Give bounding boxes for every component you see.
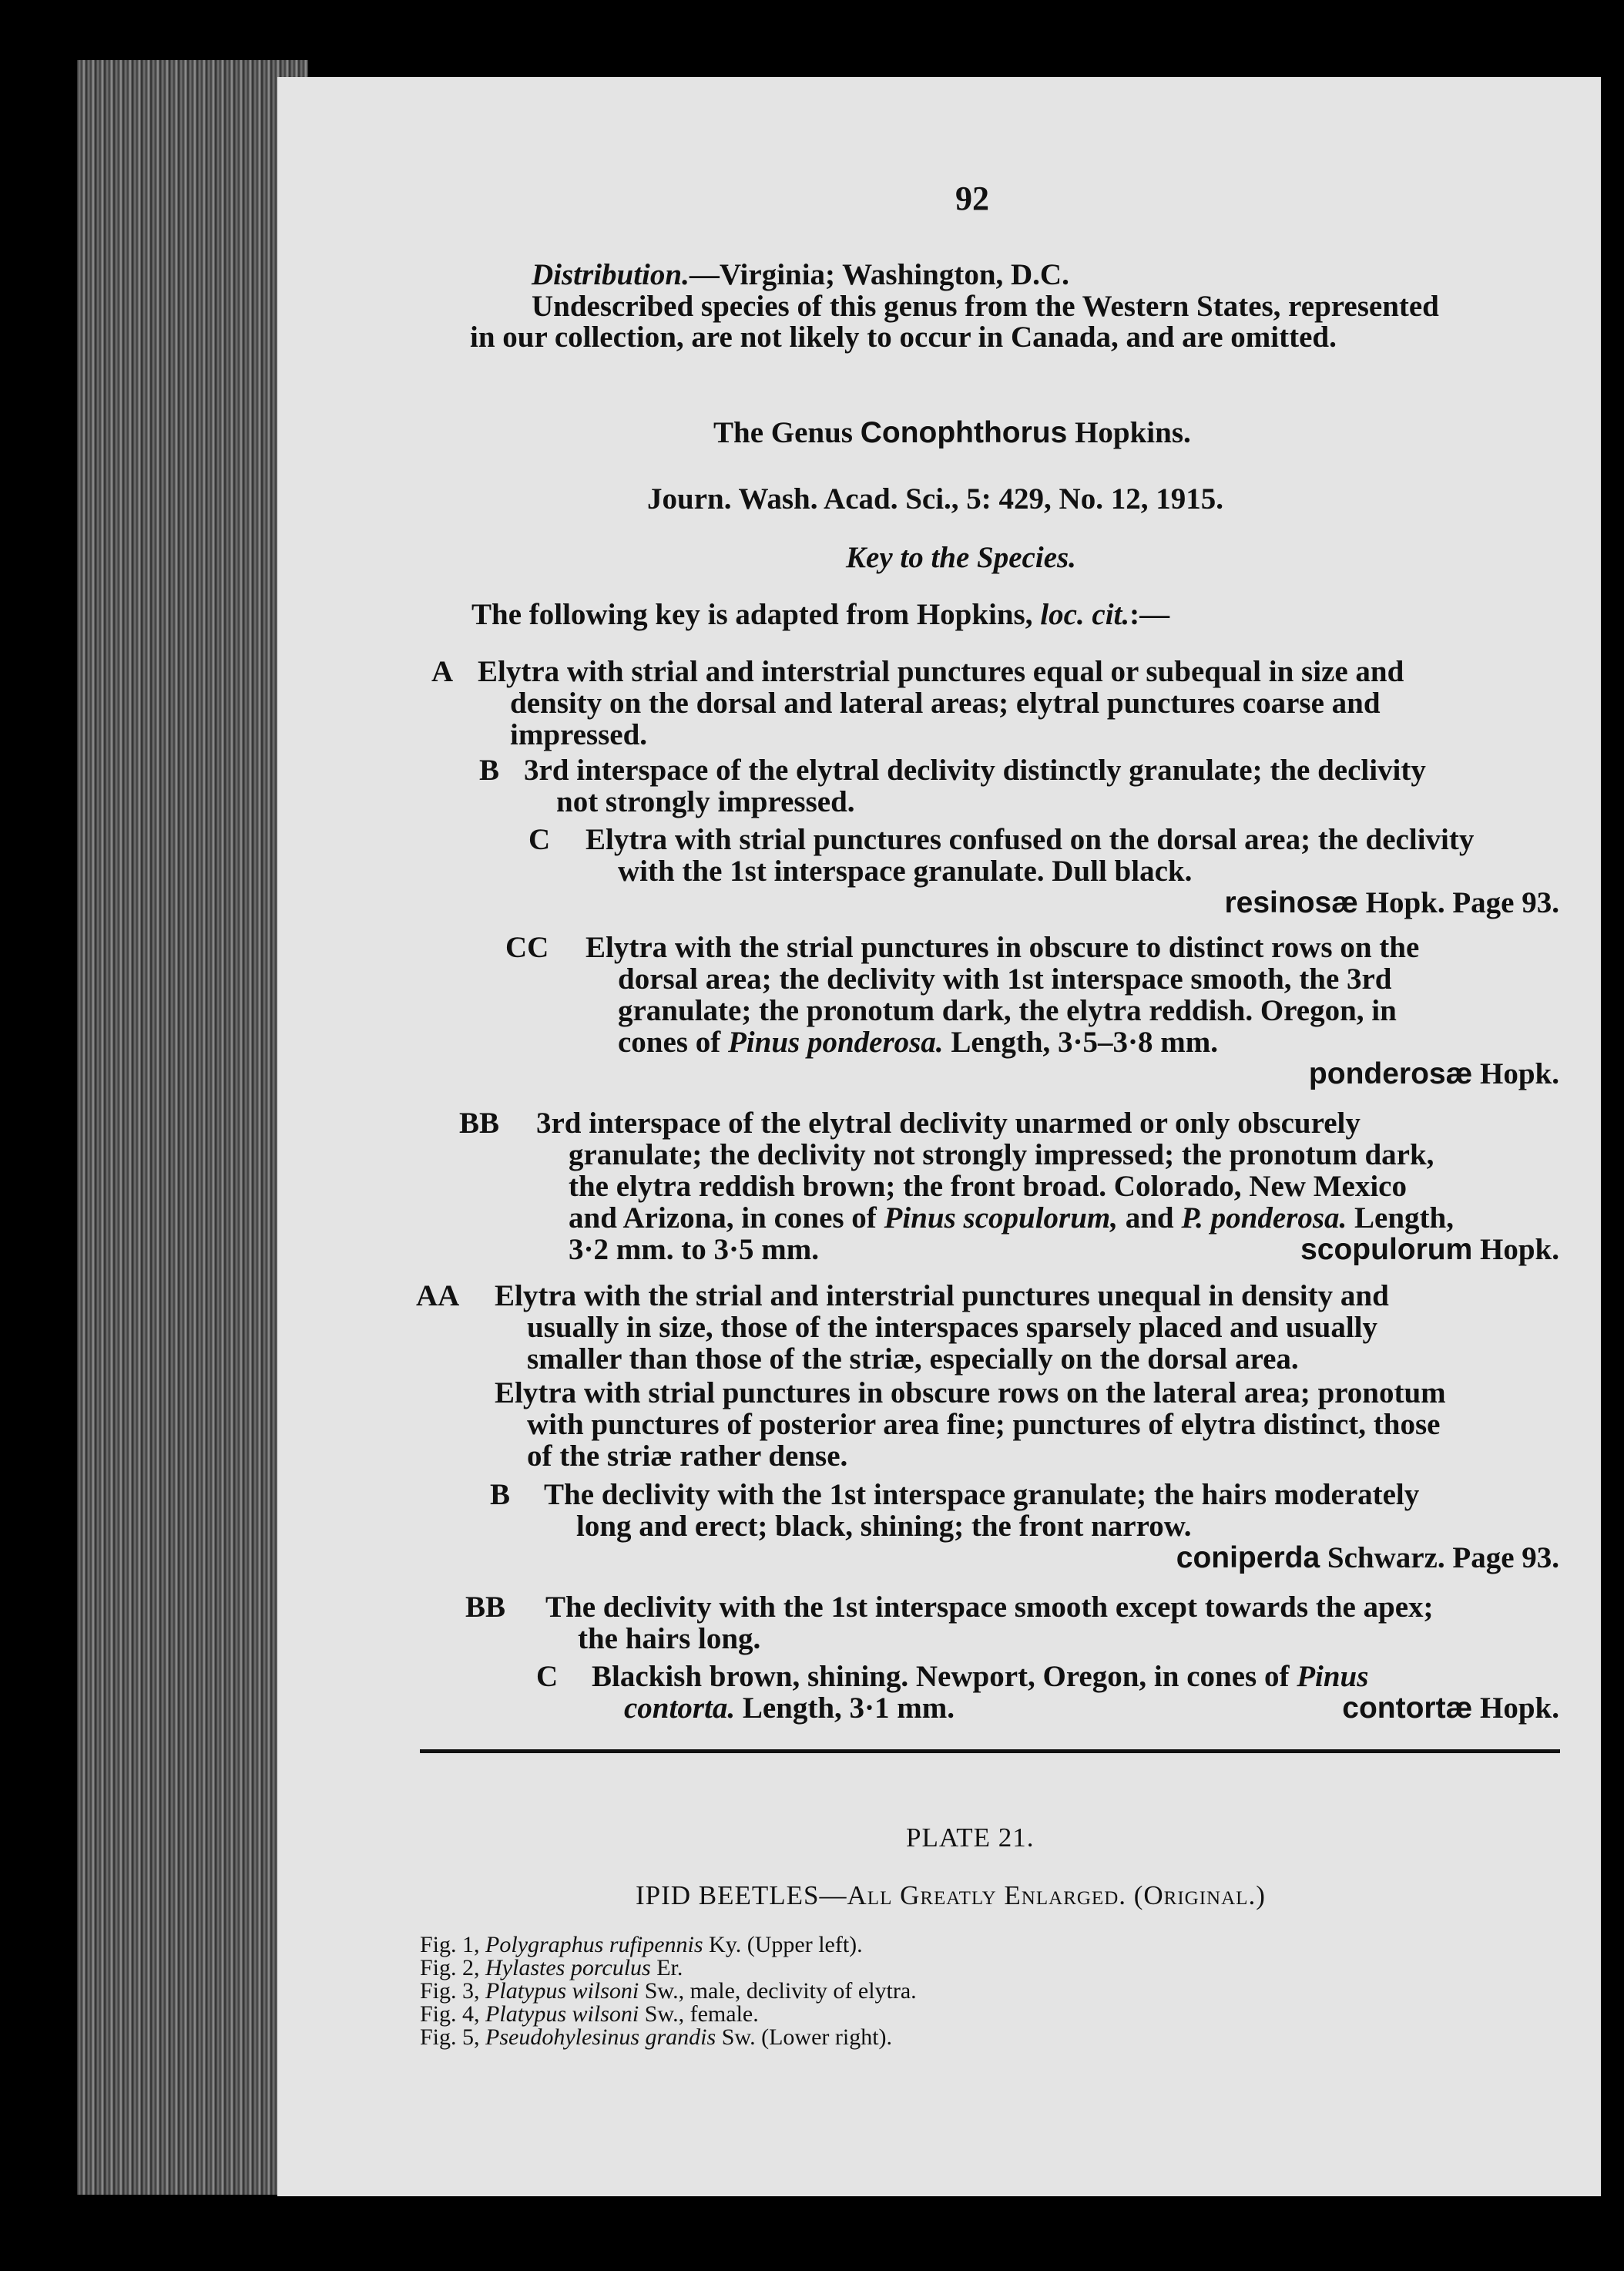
genus-heading (713, 418, 1191, 448)
undescribed-line-2: in our collection, are not likely to occur in Canada, and are omitted. (470, 321, 1337, 354)
figure-species: Platypus wilsoni (485, 2001, 639, 2027)
key-c2-line-2 (624, 1693, 955, 1723)
key-bb1-line-5: 3·2 mm. to 3·5 mm. (569, 1233, 819, 1266)
key-aa-line-3: smaller than those of the striæ, especially on the dorsal area. (527, 1342, 1299, 1376)
figure-rest: Ky. (Upper left). (703, 1932, 863, 1957)
key-c2-species-line (1342, 1693, 1559, 1723)
key-cc-line-1: Elytra with the strial punctures in obscure to distinct rows on the (586, 931, 1420, 964)
key-cc-line-3: granulate; the pronotum dark, the elytra reddish. Oregon, in (618, 994, 1397, 1027)
distribution-text: —Virginia; Washington, D.C. (689, 258, 1069, 291)
citation: Journ. Wash. Acad. Sci., 5: 429, No. 12, 1915. (647, 482, 1223, 516)
key-letter-aa: AA (416, 1279, 460, 1312)
key-bb1-line-4-ital-1: Pinus scopulorum, (884, 1201, 1118, 1235)
key-bb1-line-4-prefix: and Arizona, in cones of (569, 1201, 884, 1235)
plate-caption (636, 1880, 1266, 1911)
figure-number: Fig. 5, (420, 2024, 486, 2050)
plate-caption-suffix: ( (1126, 1880, 1144, 1910)
figure-species: Pseudohylesinus grandis (485, 2024, 716, 2050)
key-b2-line-2: long and erect; black, shining; the front narrow. (576, 1510, 1192, 1543)
figure-species: Platypus wilsoni (485, 1978, 639, 2004)
figure-rest: Sw., male, declivity of elytra. (639, 1978, 917, 2004)
key-bb1-line-2: granulate; the declivity not strongly impressed; the pronotum dark, (569, 1138, 1434, 1171)
figure-item (420, 1932, 863, 1958)
genus-heading-prefix: The Genus (713, 416, 861, 449)
key-a-line-2: density on the dorsal and lateral areas; elytral punctures coarse and (510, 687, 1381, 720)
key-bb1-line-1: 3rd interspace of the elytral declivity unarmed or only obscurely (536, 1107, 1361, 1140)
plate-caption-smallcaps-2: Original (1143, 1880, 1249, 1910)
key-c2-line-1-text: Blackish brown, shining. Newport, Oregon, in cones of (592, 1660, 1297, 1693)
authority-contortae: Hopk. (1472, 1691, 1559, 1725)
authority-scopulorum: Hopk. (1472, 1233, 1559, 1266)
key-letter-b2: B (490, 1478, 511, 1511)
distribution-label: Distribution. (532, 258, 690, 291)
key-c1-line-1: Elytra with strial punctures confused on the dorsal area; the declivity (586, 823, 1475, 856)
key-b2-line-1: The declivity with the 1st interspace granulate; the hairs moderately (544, 1478, 1420, 1511)
key-cc-line-2: dorsal area; the declivity with 1st interspace smooth, the 3rd (618, 962, 1392, 996)
key-letter-bb1: BB (459, 1107, 500, 1140)
key-cc-line-4 (618, 1027, 1218, 1057)
figure-number: Fig. 2, (420, 1955, 486, 1980)
authority-ponderosae: Hopk. (1472, 1057, 1559, 1090)
figure-item (420, 1955, 683, 1981)
key-c2-line-1 (592, 1661, 1368, 1691)
figure-number: Fig. 4, (420, 2001, 486, 2027)
page-edges (77, 60, 308, 2195)
key-letter-a: A (431, 655, 454, 688)
species-resinosae: resinosæ (1224, 886, 1358, 919)
key-c1-species-line (1224, 888, 1559, 918)
figure-number: Fig. 1, (420, 1932, 486, 1957)
figure-item (420, 2001, 759, 2027)
key-cc-line-4-suffix: Length, 3·5–3·8 mm. (943, 1026, 1218, 1059)
species-ponderosae: ponderosæ (1308, 1057, 1473, 1090)
figure-item (420, 2024, 892, 2051)
figure-species: Hylastes porculus (485, 1955, 651, 1980)
key-a-line-3: impressed. (510, 718, 648, 751)
key-b2-species-line (1176, 1543, 1559, 1573)
key-intro-suffix: :— (1129, 598, 1170, 631)
key-c2-line-2-text: Length, 3·1 mm. (735, 1691, 955, 1725)
horizontal-rule (420, 1749, 1560, 1753)
figure-species: Polygraphus rufipennis (485, 1932, 703, 1957)
figure-rest: Er. (650, 1955, 683, 1980)
species-scopulorum: scopulorum (1300, 1233, 1473, 1266)
key-c2-line-1-ital: Pinus (1297, 1660, 1369, 1693)
undescribed-line-1: Undescribed species of this genus from the Western States, represented (532, 290, 1439, 323)
species-coniperda: coniperda (1176, 1541, 1320, 1574)
key-bb2-line-2: the hairs long. (578, 1622, 761, 1655)
key-bb1-line-4 (569, 1203, 1454, 1233)
plate-caption-smallcaps: All Greatly Enlarged. (847, 1880, 1126, 1910)
book-page (277, 77, 1601, 2196)
key-bb2-line-1: The declivity with the 1st interspace smooth except towards the apex; (545, 1591, 1434, 1624)
genus-name: Conophthorus (860, 416, 1068, 449)
authority-coniperda: Schwarz. Page 93. (1320, 1541, 1559, 1574)
key-cc-species-line (1309, 1059, 1559, 1089)
plate-title: PLATE 21. (906, 1823, 1035, 1853)
key-aa-line-2: usually in size, those of the interspaces sparsely placed and usually (527, 1311, 1378, 1344)
key-cc-line-4-prefix: cones of (618, 1026, 728, 1059)
plate-caption-end: .) (1248, 1880, 1266, 1910)
plate-caption-prefix: IPID BEETLES— (636, 1880, 847, 1910)
key-aa-extra-line-1: Elytra with strial punctures in obscure rows on the lateral area; pronotum (495, 1376, 1446, 1409)
key-bb1-line-4-ital-2: P. ponderosa. (1181, 1201, 1347, 1235)
key-aa-extra-line-2: with punctures of posterior area fine; punctures of elytra distinct, those (527, 1408, 1441, 1441)
key-letter-c1: C (528, 823, 551, 856)
key-title: Key to the Species. (846, 541, 1076, 574)
key-a-line-1: Elytra with strial and interstrial punctures equal or subequal in size and (478, 655, 1404, 688)
distribution-line (532, 260, 1069, 290)
figure-item (420, 1978, 917, 2004)
key-cc-line-4-ital: Pinus ponderosa. (727, 1026, 944, 1059)
key-bb1-line-4-mid: and (1117, 1201, 1182, 1235)
key-letter-c2: C (536, 1660, 559, 1693)
key-bb1-species-line (1300, 1235, 1559, 1265)
key-letter-cc: CC (505, 931, 549, 964)
key-intro-prefix: The following key is adapted from Hopkins, (471, 598, 1041, 631)
key-aa-line-1: Elytra with the strial and interstrial punctures unequal in density and (495, 1279, 1389, 1312)
key-b1-line-1: 3rd interspace of the elytral declivity distinctly granulate; the declivity (524, 754, 1426, 787)
authority-resinosae: Hopk. Page 93. (1357, 886, 1559, 919)
page-number: 92 (955, 180, 989, 217)
key-bb1-line-4-suffix: Length, (1347, 1201, 1454, 1235)
key-intro-ital: loc. cit. (1040, 598, 1130, 631)
key-bb1-line-3: the elytra reddish brown; the front broad. Colorado, New Mexico (569, 1170, 1407, 1203)
key-b1-line-2: not strongly impressed. (556, 785, 855, 818)
figure-rest: Sw., female. (639, 2001, 759, 2027)
figure-number: Fig. 3, (420, 1978, 486, 2004)
figure-rest: Sw. (Lower right). (716, 2024, 893, 2050)
species-contortae: contortæ (1342, 1691, 1473, 1725)
key-letter-b1: B (479, 754, 500, 787)
key-letter-bb2: BB (465, 1591, 506, 1624)
key-aa-extra-line-3: of the striæ rather dense. (527, 1440, 848, 1473)
genus-heading-suffix: Hopkins. (1067, 416, 1191, 449)
key-intro (471, 600, 1169, 630)
key-c1-line-2: with the 1st interspace granulate. Dull black. (618, 855, 1193, 888)
key-c2-line-2-ital: contorta. (624, 1691, 736, 1725)
